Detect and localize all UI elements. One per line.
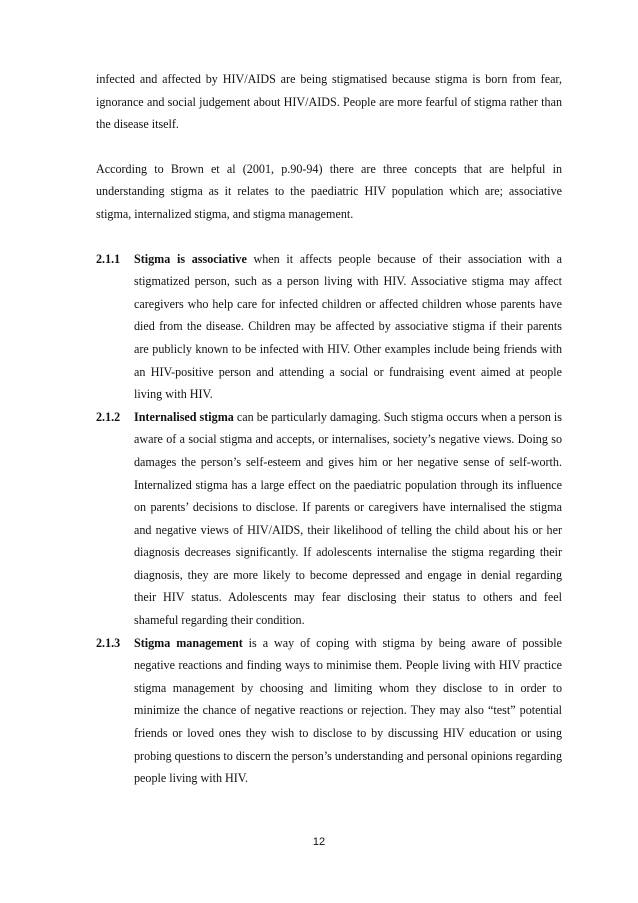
page-number: 12: [312, 836, 326, 848]
subsection-text: can be particularly damaging. Such stigma occurs when a person is aware of a social stigma and accepts, or internalises, society’s negative views. Doing so damages the person’s self-esteem and gives him or her negative sense of self-worth. Internalized stigma has a large effect on the paediatric population through its influence on parents’ decisions to disclose. If parents or caregivers have internalised the stigma and negative views of HIV/AIDS, their likelihood of telling the child about his or her diagnosis decreases significantly. If adolescents internalise the stigma regarding their diagnosis, they are more likely to become depressed and engage in denial regarding their HIV status. Adolescents may fear disclosing their status to others and feel shameful regarding their condition.: [134, 409, 562, 628]
subsection-number: 2.1.3: [96, 635, 121, 650]
subsection-term: Stigma management: [134, 635, 243, 650]
subsection-stigma-management: [96, 632, 562, 790]
subsection-term: Stigma is associative: [134, 251, 247, 266]
subsection-internalised-stigma: [96, 406, 562, 632]
subsection-associative-stigma: [96, 248, 562, 406]
body-paragraph-concepts: According to Brown et al (2001, p.90-94) there are three concepts that are helpful in understanding stigma as it relates to the paediatric HIV population which are; associative stigma, internalized stigma, and stigma management.: [96, 161, 562, 221]
subsection-number: 2.1.1: [96, 251, 121, 266]
subsection-text: is a way of coping with stigma by being aware of possible negative reactions and finding ways to minimise them. People living with HIV practice stigma management by choosing and limiting whom they disclose to in order to minimize the chance of negative reactions or rejection. They may also “test” potential friends or loved ones they wish to disclose to by discussing HIV education or using probing questions to discern the person’s understanding and personal opinions regarding people living with HIV.: [134, 635, 562, 786]
subsection-term: Internalised stigma: [134, 409, 234, 424]
page-content: [96, 68, 562, 790]
subsection-text: when it affects people because of their association with a stigmatized person, such as a person living with HIV. Associative stigma may affect caregivers who help care for infected children or affected children whose parents have died from the disease. Children may be affected by associative stigma if their parents are publicly known to be infected with HIV. Other examples include being friends with an HIV-positive person and attending a social or fundraising event aimed at people living with HIV.: [134, 251, 562, 402]
subsection-number: 2.1.2: [96, 409, 121, 424]
body-paragraph-intro: infected and affected by HIV/AIDS are being stigmatised because stigma is born from fear, ignorance and social judgement about HIV/AIDS. People are more fearful of stigma rather than the disease itself.: [96, 72, 562, 132]
subsection-list: [96, 248, 562, 790]
